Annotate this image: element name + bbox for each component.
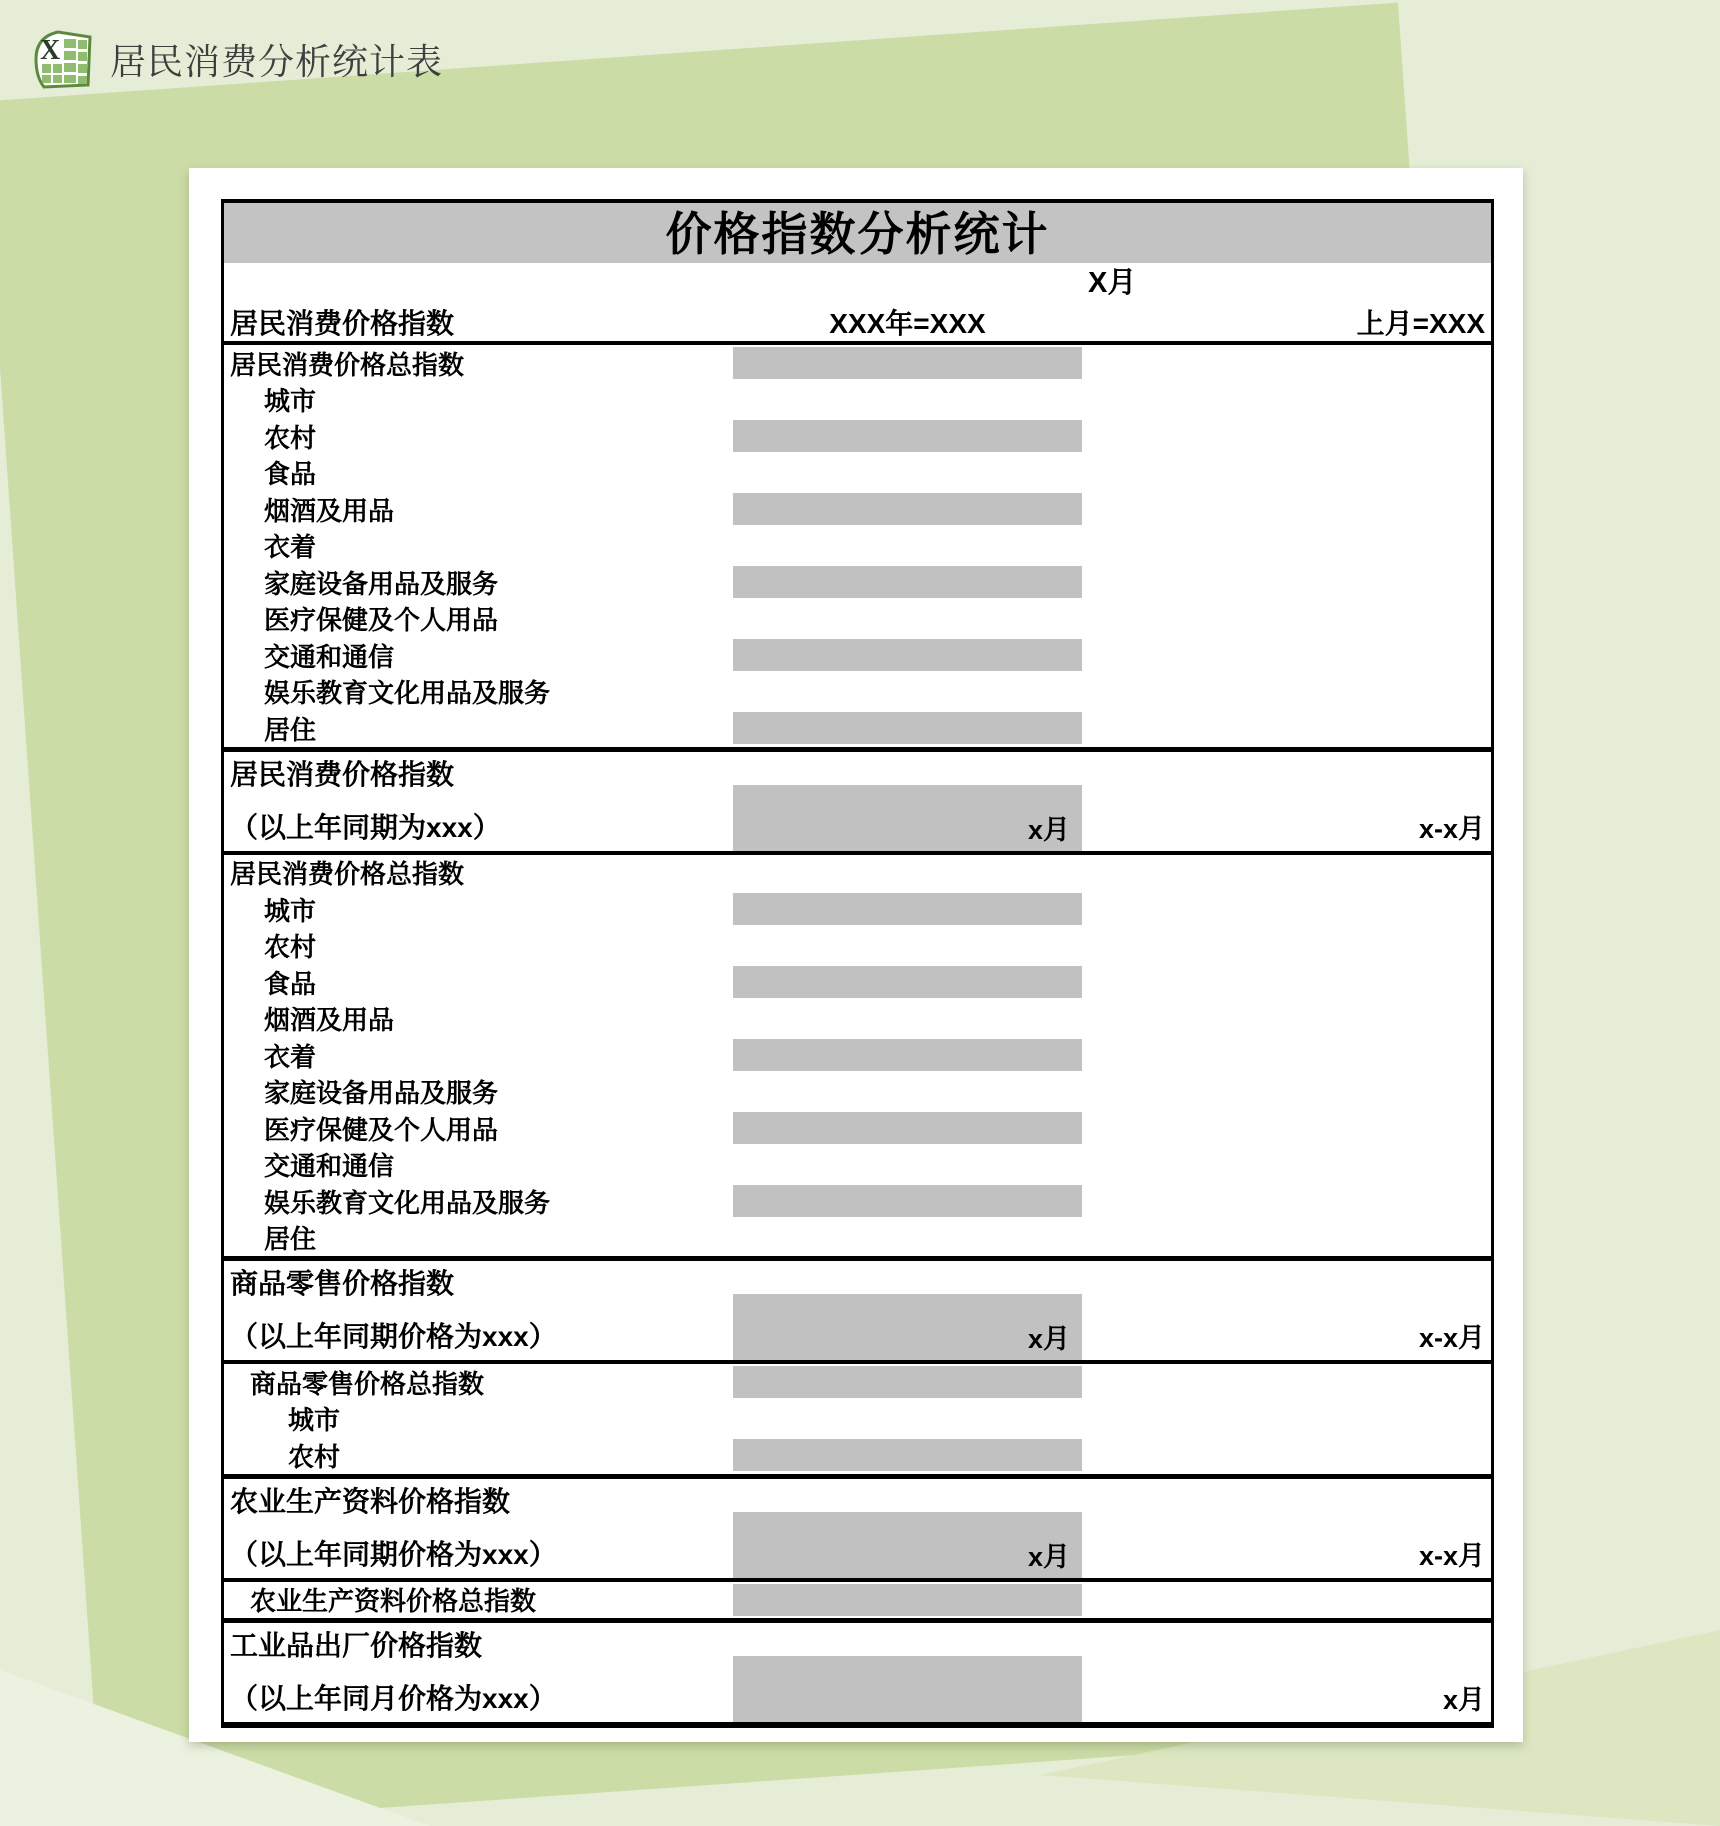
- section-subtitle: （以上年同月价格为xxx）: [230, 1683, 557, 1714]
- table-row: [224, 601, 1491, 638]
- table-row: [224, 1220, 1491, 1257]
- value-cell-bar: [733, 566, 1082, 598]
- sheet-sections: [224, 747, 1491, 1727]
- section-agri: [224, 1474, 1491, 1619]
- table-row: [224, 710, 1491, 747]
- section-subtitle-row: [224, 1520, 1491, 1582]
- row-label: 食品: [264, 968, 317, 999]
- value-cell-bar: [733, 420, 1082, 452]
- report-month-row: [224, 263, 1491, 303]
- row-label: 居住: [264, 714, 317, 745]
- row-label: 农村: [288, 1441, 341, 1472]
- section-bar-label: x月: [1027, 1541, 1070, 1572]
- row-label: 居民消费价格总指数: [230, 859, 465, 890]
- row-label: 家庭设备用品及服务: [264, 1078, 499, 1109]
- row-label: 娱乐教育文化用品及服务: [264, 1187, 551, 1218]
- table-row: [224, 1401, 1491, 1438]
- table-row: [224, 1074, 1491, 1111]
- row-label: 衣着: [264, 1041, 317, 1072]
- section-subtitle-row: [224, 1664, 1491, 1726]
- row-label: 居住: [264, 1224, 317, 1255]
- value-cell-bar: [733, 1185, 1082, 1217]
- row-label: 农业生产资料价格总指数: [250, 1586, 537, 1617]
- row-label: 烟酒及用品: [264, 495, 395, 526]
- section-rows: [224, 1582, 1491, 1619]
- value-cell-bar: [733, 639, 1082, 671]
- table-row: [224, 891, 1491, 928]
- table-row: [224, 564, 1491, 601]
- value-cell-bar: [733, 347, 1082, 379]
- section-retail: [224, 1256, 1491, 1474]
- table-row: [224, 637, 1491, 674]
- section-bar-label: x月: [1027, 814, 1070, 845]
- section-right-label: x-x月: [1418, 1540, 1485, 1571]
- excel-icon: [28, 25, 96, 93]
- row-label: 城市: [264, 895, 317, 926]
- paper: [189, 168, 1523, 1742]
- value-cell-bar: [733, 1439, 1082, 1471]
- section-value-bar: [733, 1294, 1082, 1360]
- row-label: 烟酒及用品: [264, 1005, 395, 1036]
- base-header-right: 上月=XXX: [1356, 308, 1485, 339]
- section-rows: [224, 855, 1491, 1257]
- row-label: 农村: [264, 932, 317, 963]
- table-row: [224, 1364, 1491, 1401]
- row-label: 交通和通信: [264, 641, 395, 672]
- table-row: [224, 855, 1491, 892]
- section-bar-label: x月: [1027, 1324, 1070, 1354]
- value-cell-bar: [733, 1039, 1082, 1071]
- row-label: 城市: [288, 1405, 341, 1436]
- row-label: 食品: [264, 459, 317, 490]
- section-title: 农业生产资料价格指数: [230, 1485, 511, 1517]
- row-label: 医疗保健及个人用品: [264, 1114, 499, 1145]
- section-subtitle-row: [224, 1302, 1491, 1364]
- base-header-center: XXX年=XXX: [829, 308, 986, 339]
- section-right-label: x-x月: [1418, 813, 1485, 844]
- section-cpi-yoy: [224, 747, 1491, 1257]
- page-title: 居民消费分析统计表: [110, 40, 444, 82]
- svg-text:X: X: [40, 35, 61, 66]
- table-row: [224, 455, 1491, 492]
- table-row: [224, 491, 1491, 528]
- price-index-sheet: [221, 199, 1494, 1728]
- value-cell-bar: [733, 1366, 1082, 1398]
- table-row: [224, 1183, 1491, 1220]
- section-right-label: x月: [1442, 1685, 1485, 1715]
- row-label: 城市: [264, 386, 317, 417]
- table-row: [224, 1437, 1491, 1474]
- section-title: 工业品出厂价格指数: [230, 1630, 483, 1661]
- table-row: [224, 418, 1491, 455]
- section-subtitle-row: [224, 793, 1491, 855]
- row-label: 娱乐教育文化用品及服务: [264, 678, 551, 709]
- section-title: 商品零售价格指数: [230, 1268, 455, 1299]
- table-row: [224, 382, 1491, 419]
- section-subtitle: （以上年同期价格为xxx）: [230, 1321, 557, 1352]
- value-cell-bar: [733, 493, 1082, 525]
- section-right-label: x-x月: [1418, 1323, 1485, 1353]
- table-row: [224, 1110, 1491, 1147]
- section-value-bar: [733, 785, 1082, 851]
- base-header-left: 居民消费价格指数: [230, 308, 455, 339]
- table-row: [224, 964, 1491, 1001]
- section-industrial: [224, 1618, 1491, 1726]
- table-row: [224, 345, 1491, 382]
- table-row: [224, 1001, 1491, 1038]
- cpi-base-header-row: [224, 303, 1491, 345]
- table-row: [224, 928, 1491, 965]
- row-label: 家庭设备用品及服务: [264, 568, 499, 599]
- table-row: [224, 674, 1491, 711]
- section-value-bar: [733, 1656, 1082, 1722]
- row-label: 交通和通信: [264, 1151, 395, 1182]
- row-label: 商品零售价格总指数: [250, 1368, 485, 1399]
- value-cell-bar: [733, 1584, 1082, 1616]
- cpi-base-rows: [224, 345, 1491, 747]
- table-row: [224, 528, 1491, 565]
- value-cell-bar: [733, 966, 1082, 998]
- row-label: 医疗保健及个人用品: [264, 605, 499, 636]
- value-cell-bar: [733, 1112, 1082, 1144]
- page-header: [28, 24, 443, 94]
- row-label: 农村: [264, 422, 317, 453]
- value-cell-bar: [733, 712, 1082, 744]
- table-row: [224, 1037, 1491, 1074]
- table-row: [224, 1582, 1491, 1619]
- row-label: 居民消费价格总指数: [230, 349, 465, 380]
- section-rows: [224, 1364, 1491, 1474]
- value-cell-bar: [733, 893, 1082, 925]
- section-bar-label: [1070, 1718, 1082, 1722]
- section-subtitle: （以上年同期价格为xxx）: [230, 1538, 557, 1570]
- sheet-title: 价格指数分析统计: [224, 203, 1491, 263]
- table-row: [224, 1147, 1491, 1184]
- row-label: 衣着: [264, 532, 317, 563]
- report-month: X月: [1088, 267, 1137, 299]
- section-value-bar: [733, 1512, 1082, 1578]
- section-title: 居民消费价格指数: [230, 758, 455, 790]
- section-subtitle: （以上年同期为xxx）: [230, 811, 501, 843]
